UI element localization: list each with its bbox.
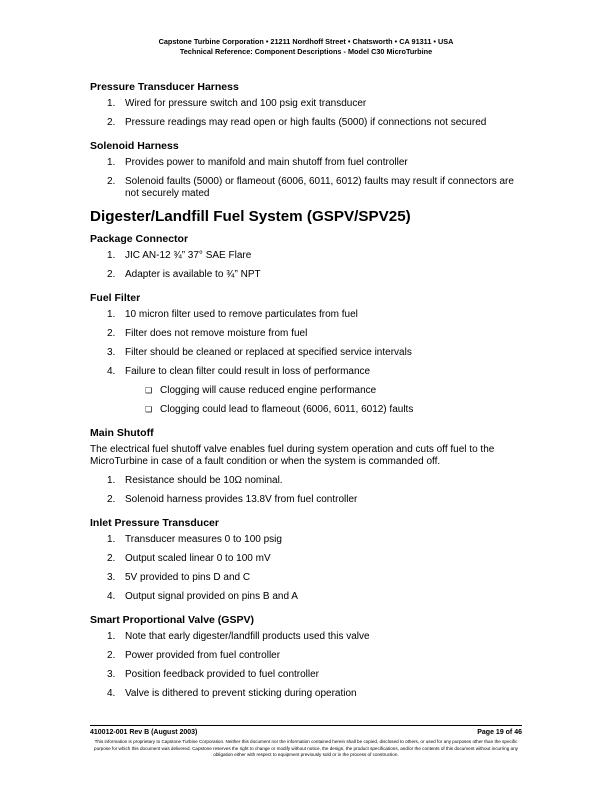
section-heading-solenoid-harness: Solenoid Harness	[90, 140, 179, 152]
main-shutoff-description: The electrical fuel shutoff valve enables fuel during system operation and cuts off fuel to the MicroTurbine in case of a fault condition or when the system is commanded off.	[90, 444, 495, 467]
footer-page-number: Page 19 of 46	[477, 729, 522, 736]
square-bullet-icon: ❏	[145, 405, 153, 414]
list-item: 2. Adapter is available to ¾” NPT	[107, 269, 261, 280]
section-heading-main-shutoff: Main Shutoff	[90, 427, 154, 439]
square-bullet-icon: ❏	[145, 386, 153, 395]
list-item: 1. Provides power to manifold and main shutoff from fuel controller	[107, 157, 408, 168]
header-address: Capstone Turbine Corporation • 21211 Nordhoff Street • Chatsworth • CA 91311 • USA	[158, 37, 454, 46]
list-item: 2. Power provided from fuel controller	[107, 650, 281, 661]
list-item: 3. Filter should be cleaned or replaced at specified service intervals	[107, 347, 412, 358]
list-item: 1. Note that early digester/landfill products used this valve	[107, 631, 370, 642]
list-item: 1. 10 micron filter used to remove particulates from fuel	[107, 309, 358, 320]
package-connector-list	[90, 250, 530, 281]
list-item: 2. Filter does not remove moisture from fuel	[107, 328, 308, 339]
list-item: 4. Output signal provided on pins B and A	[107, 591, 298, 602]
fuel-filter-sublist	[90, 385, 530, 416]
section-heading-pressure-harness: Pressure Transducer Harness	[90, 81, 239, 93]
list-item: 3. 5V provided to pins D and C	[107, 572, 251, 583]
list-item: 1. Resistance should be 10Ω nominal.	[107, 475, 283, 486]
list-item: 1. JIC AN-12 ¾” 37° SAE Flare	[107, 250, 252, 261]
list-item: 2. Solenoid harness provides 13.8V from fuel controller	[107, 494, 358, 505]
list-item: 2. Solenoid faults (5000) or flameout (6006, 6011, 6012) faults may result if connectors are not securely mated	[107, 176, 514, 199]
document-body	[90, 80, 530, 700]
list-item: 3. Position feedback provided to fuel controller	[107, 669, 320, 680]
page-title: Digester/Landfill Fuel System (GSPV/SPV25)	[90, 208, 411, 225]
sub-list-item: ❏ Clogging could lead to flameout (6006, 6011, 6012) faults	[145, 404, 414, 415]
section-heading-package-connector: Package Connector	[90, 233, 189, 245]
main-shutoff-list	[90, 475, 530, 506]
list-item: 4. Valve is dithered to prevent sticking during operation	[107, 688, 357, 699]
page-header	[0, 37, 612, 57]
list-item: 4. Failure to clean filter could result in loss of performance	[107, 366, 371, 377]
section-heading-gspv: Smart Proportional Valve (GSPV)	[90, 614, 254, 626]
footer-doc-number: 410012-001 Rev B (August 2003)	[90, 729, 198, 736]
list-item: 1. Wired for pressure switch and 100 psig exit transducer	[107, 98, 367, 109]
section-heading-fuel-filter: Fuel Filter	[90, 292, 141, 304]
list-item: 1. Transducer measures 0 to 100 psig	[107, 534, 282, 545]
section-heading-inlet-transducer: Inlet Pressure Transducer	[90, 517, 219, 529]
footer-divider	[90, 725, 522, 726]
fuel-filter-list	[90, 309, 530, 378]
header-title: Technical Reference: Component Descriptions - Model C30 MicroTurbine	[179, 47, 433, 56]
sub-list-item: ❏ Clogging will cause reduced engine performance	[145, 385, 377, 396]
pressure-harness-list	[90, 98, 530, 129]
footer-disclaimer: This information is proprietary to Capstone Turbine Corporation. Neither this document nor the information contained herein shall be copied, disclosed to others, or used for any purposes other than the specific purpose for which this document was delivered. Capstone reserves the right to change or modify without notice, the design, the product specifications, and/or the contents of this document without incurring any obligation either with respect to equipment previously sold or in the process of construction.	[94, 739, 518, 757]
gspv-list	[90, 631, 530, 700]
list-item: 2. Pressure readings may read open or high faults (5000) if connections not secured	[107, 117, 487, 128]
inlet-transducer-list	[90, 534, 530, 603]
solenoid-harness-list	[90, 157, 530, 200]
list-item: 2. Output scaled linear 0 to 100 mV	[107, 553, 271, 564]
